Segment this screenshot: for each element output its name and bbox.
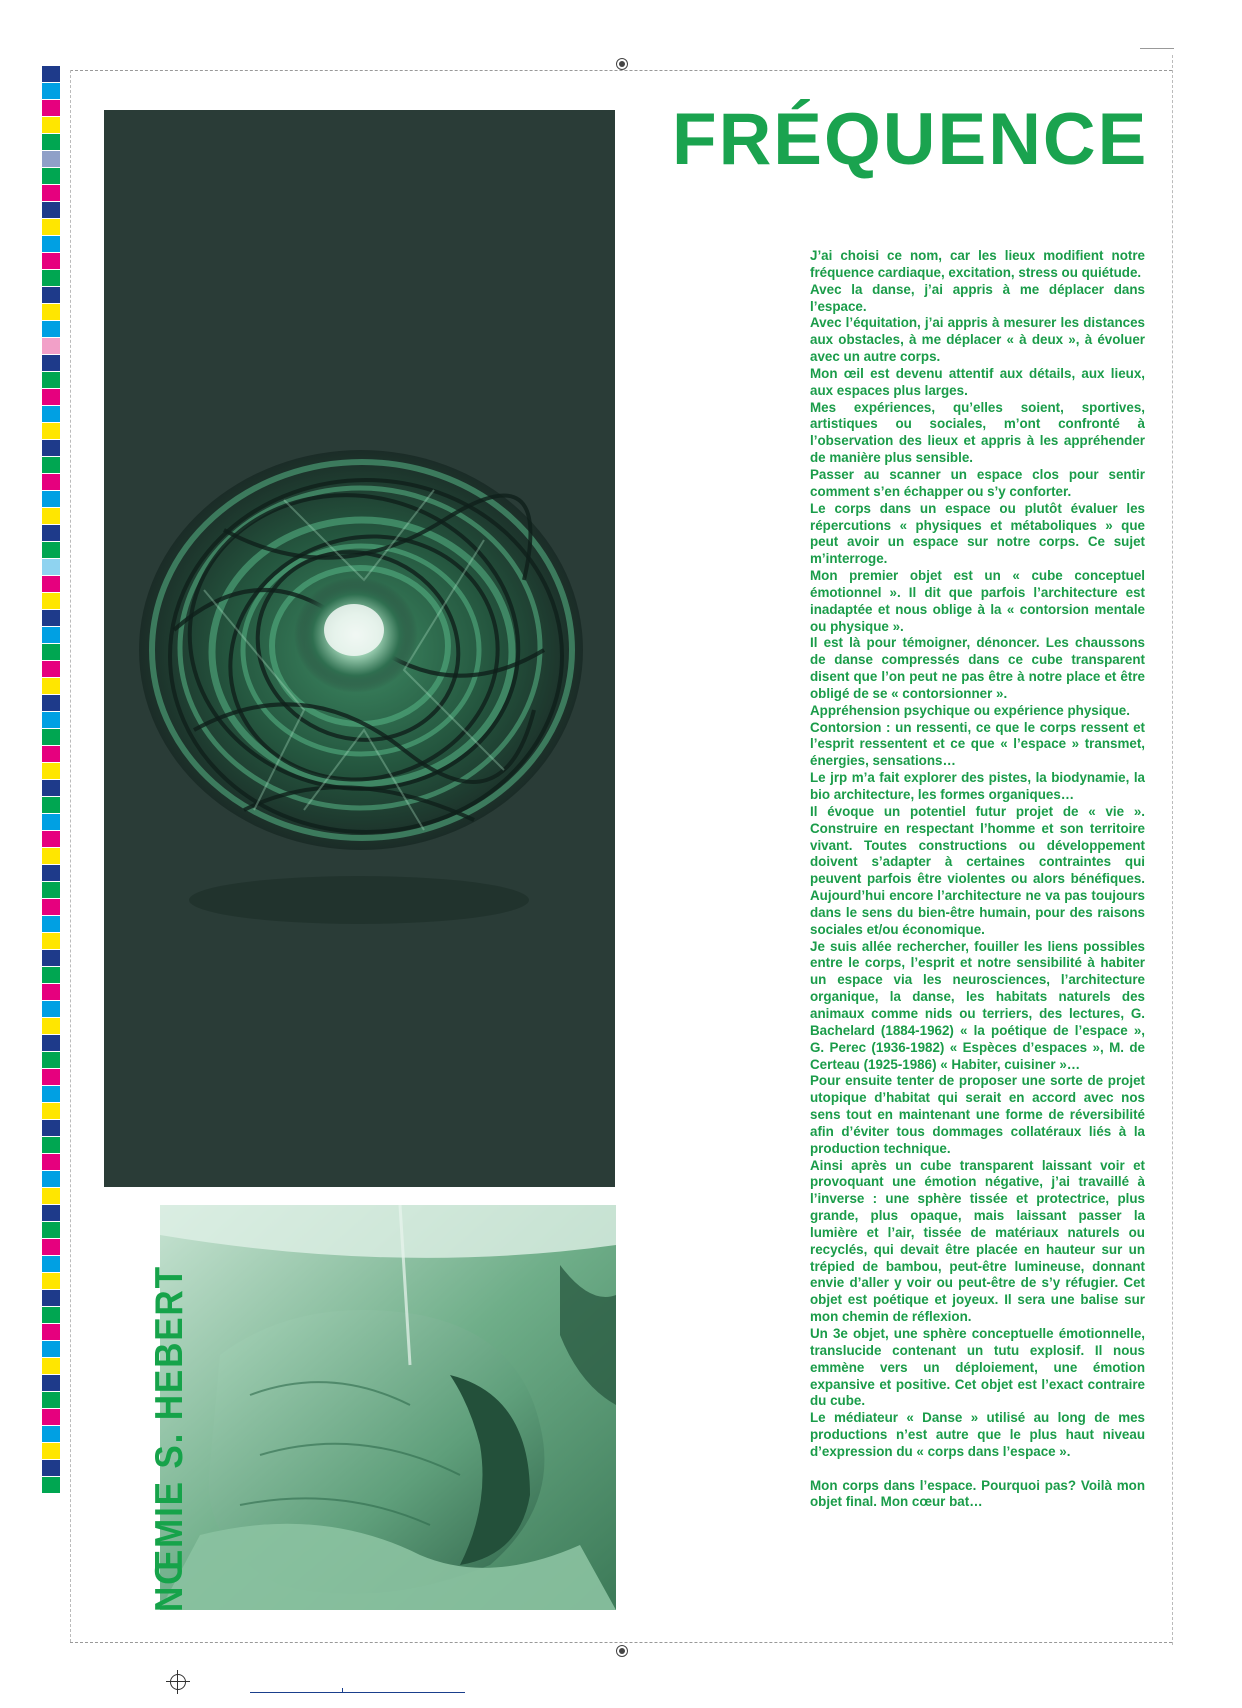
body-paragraph: Le jrp m’a fait explorer des pistes, la biodynamie, la bio architecture, les formes organiques… [810,770,1145,802]
body-paragraph: Avec l’équitation, j’ai appris à mesurer les distances aux obstacles, à me déplacer « à deux », à évoluer avec un autre corps. [810,315,1145,365]
color-swatch [42,1052,60,1068]
color-swatch [42,610,60,626]
color-swatch [42,763,60,779]
color-swatch [42,644,60,660]
color-swatch [42,355,60,371]
color-swatch [42,1375,60,1391]
color-swatch [42,270,60,286]
color-swatch [42,389,60,405]
corner-mark [1140,48,1174,49]
color-swatch [42,1171,60,1187]
color-swatch [42,1137,60,1153]
color-swatch [42,729,60,745]
color-swatch [42,1120,60,1136]
color-swatch [42,678,60,694]
color-swatch [42,423,60,439]
color-swatch [42,406,60,422]
body-paragraph: Ainsi après un cube transparent laissant voir et provoquant une émotion négative, j’ai travaillé à l’inverse : une sphère tissée et protectrice, plus grande, plus opaque, mais laissant passer la lumière et l’air, tissée de matériaux naturels ou recyclés, qui devait être placée en hauteur sur un trépied de bambou, peut-être lumineuse, donnant envie d’aller y voir ou peut-être de s’y réfugier. Cet objet est poétique et joyeux. Il sera une balise sur mon chemin de réflexion. [810,1157,1145,1325]
crosshair-mark [166,1670,190,1694]
body-paragraph: Appréhension psychique ou expérience physique. [810,702,1130,718]
poster-title: FRÉQUENCE [672,99,1149,180]
color-swatch [42,100,60,116]
color-swatch [42,712,60,728]
color-swatch [42,1239,60,1255]
color-swatch [42,559,60,575]
color-swatch [42,899,60,915]
color-swatch [42,508,60,524]
crop-line-bottom [70,1642,1172,1643]
color-swatch [42,151,60,167]
crop-line-top [70,70,1172,71]
body-paragraph: J’ai choisi ce nom, car les lieux modifient notre fréquence cardiaque, excitation, stress ou quiétude. [810,248,1145,280]
color-swatch [42,1018,60,1034]
color-swatch [42,304,60,320]
dance-shoe-illustration [160,1205,616,1610]
color-swatch [42,848,60,864]
body-paragraph: Passer au scanner un espace clos pour sentir comment s’en échapper ou s’y conforter. [810,466,1145,499]
color-swatch [42,525,60,541]
body-paragraph: Avec la danse, j’ai appris à me déplacer dans l’espace. [810,281,1145,314]
body-paragraph: Un 3e objet, une sphère conceptuelle émotionnelle, translucide contenant un tutu explosif. Il nous emmène vers un déploiement, une émotion expansive et positive. Cet objet est l’exact contraire du cube. [810,1326,1145,1409]
author-name-text: NŒMIE S. HEBERT [148,1265,191,1612]
color-swatch [42,916,60,932]
crop-line-right [1172,55,1173,1645]
color-swatch [42,66,60,82]
color-swatch [42,1069,60,1085]
color-swatch [42,1001,60,1017]
color-swatch [42,134,60,150]
woven-sphere-photo [104,110,615,1187]
color-swatch [42,338,60,354]
color-swatch [42,576,60,592]
color-swatch [42,865,60,881]
color-swatch [42,1103,60,1119]
color-swatch [42,950,60,966]
color-swatch [42,457,60,473]
color-swatch [42,491,60,507]
body-paragraph: Mon corps dans l’espace. Pourquoi pas? Voilà mon objet final. Mon cœur bat… [810,1477,1145,1510]
color-swatch [42,236,60,252]
color-swatch [42,287,60,303]
color-swatch [42,1409,60,1425]
color-swatch [42,253,60,269]
color-swatch [42,984,60,1000]
color-swatch [42,661,60,677]
color-swatch [42,882,60,898]
author-name [148,1227,192,1612]
color-swatch [42,593,60,609]
color-swatch [42,1307,60,1323]
color-swatch [42,202,60,218]
body-paragraph: Mes expériences, qu’elles soient, sportives, artistiques ou sociales, m’ont confronté à l’observation des lieux et appris à les appréhender de manière plus sensible. [810,399,1145,466]
color-swatch [42,1154,60,1170]
color-swatch [42,933,60,949]
color-swatch [42,542,60,558]
woven-sphere-illustration [104,110,615,1187]
color-swatch [42,627,60,643]
color-swatch [42,695,60,711]
color-swatch [42,814,60,830]
body-paragraph: Mon premier objet est un « cube conceptuel émotionnel ». Il dit que parfois l’architecture est inadaptée et nous oblige à la « contorsion mentale ou physique ». [810,568,1145,634]
color-swatch [42,1341,60,1357]
color-swatch [42,219,60,235]
dance-shoe-cube-photo [160,1205,616,1610]
body-text [810,248,1145,1511]
body-paragraph: Il évoque un potentiel futur projet de « vie ». Construire en respectant l’homme et son territoire vivant. Toutes constructions ou développement doivent s’adapter à certaines contraintes qui peuvent parfois être violentes ou alors bénéfiques. Aujourd’hui encore l’architecture ne va pas toujours dans le sens du bien-être humain, pour des raisons sociales et/ou économique. [810,803,1145,937]
body-paragraph: Le corps dans un espace ou plutôt évaluer les répercutions « physiques et métaboliques » que peut avoir un espace sur notre corps. Ce sujet m’interroge. [810,500,1145,567]
color-swatch [42,474,60,490]
crop-line-left [70,70,71,1642]
color-swatch [42,1205,60,1221]
color-swatch [42,168,60,184]
color-swatch [42,1188,60,1204]
color-swatch [42,1477,60,1493]
color-swatch [42,440,60,456]
color-swatch [42,1290,60,1306]
color-swatch [42,83,60,99]
registration-mark-bottom [616,1645,628,1657]
registration-mark-top [616,58,628,70]
color-swatch [42,1086,60,1102]
color-swatch [42,321,60,337]
color-swatch [42,1443,60,1459]
color-swatch [42,185,60,201]
color-swatch [42,746,60,762]
body-paragraph: Je suis allée rechercher, fouiller les liens possibles entre le corps, l’esprit et notre sensibilité à habiter un espace via les neurosciences, l’architecture organique, la danse, les habitats naturels des animaux comme nids ou terriers, des lectures, G. Bachelard (1884-1962) « la poétique de l’espace », G. Perec (1936-1982) « Espèces d’espaces », M. de Certeau (1925-1986) « Habiter, cuisiner »… [810,938,1145,1072]
body-paragraph: Mon œil est devenu attentif aux détails, aux lieux, aux espaces plus larges. [810,365,1145,398]
color-swatch [42,1392,60,1408]
color-swatch [42,967,60,983]
color-swatch [42,117,60,133]
color-swatch [42,1324,60,1340]
color-swatch [42,1273,60,1289]
color-calibration-bar [42,66,60,1494]
bottom-rule [250,1692,465,1693]
body-paragraph: Contorsion : un ressenti, ce que le corps ressent et l’esprit ressentent et ce que « l’espace » transmet, énergies, sensations… [810,719,1145,769]
color-swatch [42,372,60,388]
color-swatch [42,831,60,847]
color-swatch [42,1460,60,1476]
color-swatch [42,780,60,796]
color-swatch [42,1358,60,1374]
color-swatch [42,1256,60,1272]
body-paragraph: Le médiateur « Danse » utilisé au long de mes productions n’est autre que le plus haut niveau d’expression du « corps dans l’espace ». [810,1410,1145,1459]
bottom-rule-tick [342,1688,343,1693]
color-swatch [42,797,60,813]
color-swatch [42,1222,60,1238]
body-paragraph: Pour ensuite tenter de proposer une sorte de projet utopique d’habitat qui serait en accord avec nos sens tout en maintenant une forme de réversibilité afin d’éviter tous dommages collatéraux liés à la production technique. [810,1073,1145,1156]
body-paragraph: Il est là pour témoigner, dénoncer. Les chaussons de danse compressés dans ce cube transparent disent que l’on peut ne pas être à notre place et être obligé de se « contorsionner ». [810,635,1145,701]
color-swatch [42,1035,60,1051]
color-swatch [42,1426,60,1442]
